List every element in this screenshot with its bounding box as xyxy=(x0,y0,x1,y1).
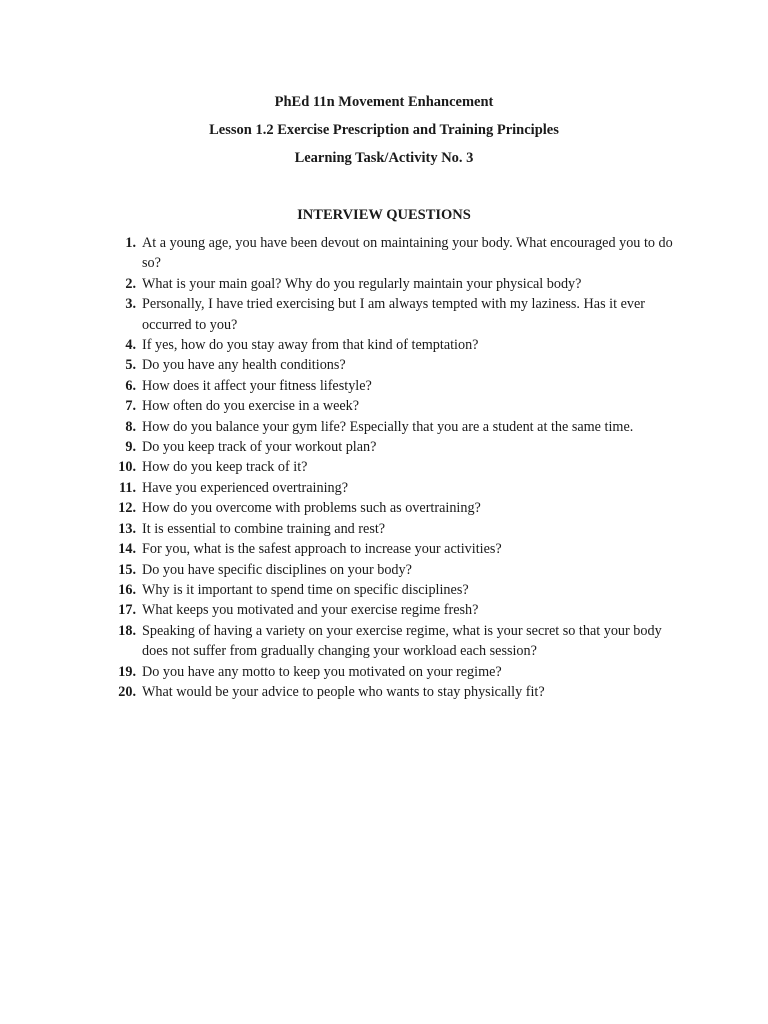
task-title: Learning Task/Activity No. 3 xyxy=(294,150,474,166)
question-text: Why is it important to spend time on specific disciplines? xyxy=(142,581,469,598)
question-text: How do you balance your gym life? Especially that you are a student at the same time. xyxy=(142,418,634,435)
question-number: 7. xyxy=(125,398,136,415)
question-number: 8. xyxy=(125,418,136,435)
list-item xyxy=(106,396,686,416)
question-number: 2. xyxy=(125,275,136,292)
question-text: How do you overcome with problems such as overtraining? xyxy=(142,500,481,517)
question-text: Personally, I have tried exercising but I am always tempted with my laziness. Has it ever occurred to you? xyxy=(142,296,645,333)
question-number: 6. xyxy=(125,377,136,394)
question-number: 5. xyxy=(125,357,136,374)
question-text: What keeps you motivated and your exercise regime fresh? xyxy=(142,602,479,619)
list-item xyxy=(106,355,686,375)
question-text: Do you have specific disciplines on your body? xyxy=(142,561,412,578)
question-number: 11. xyxy=(119,479,136,496)
question-text: At a young age, you have been devout on maintaining your body. What encouraged you to do so? xyxy=(142,235,673,272)
list-item xyxy=(106,274,686,294)
question-text: For you, what is the safest approach to increase your activities? xyxy=(142,541,502,558)
list-item xyxy=(106,662,686,682)
question-text: What would be your advice to people who wants to stay physically fit? xyxy=(142,683,545,700)
question-text: Speaking of having a variety on your exercise regime, what is your secret so that your body does not suffer from gradually changing your workload each session? xyxy=(142,622,662,660)
list-item xyxy=(106,621,686,662)
list-item xyxy=(106,498,686,518)
list-item xyxy=(106,560,686,580)
question-number: 4. xyxy=(125,337,136,354)
lesson-title: Lesson 1.2 Exercise Prescription and Training Principles xyxy=(209,122,559,138)
question-text: It is essential to combine training and rest? xyxy=(142,520,386,537)
question-number: 3. xyxy=(125,296,136,313)
question-text: Do you keep track of your workout plan? xyxy=(142,439,377,456)
list-item xyxy=(106,335,686,355)
question-number: 19. xyxy=(118,663,136,680)
question-number: 12. xyxy=(118,500,136,517)
list-item xyxy=(106,519,686,539)
question-text: Have you experienced overtraining? xyxy=(142,479,349,496)
question-number: 9. xyxy=(125,439,136,456)
question-number: 16. xyxy=(118,581,136,598)
question-number: 20. xyxy=(118,683,136,700)
question-number: 14. xyxy=(118,541,136,558)
question-number: 1. xyxy=(125,235,136,251)
question-text: How often do you exercise in a week? xyxy=(142,398,360,415)
question-number: 10. xyxy=(118,459,136,476)
question-text: Do you have any motto to keep you motivated on your regime? xyxy=(142,663,502,680)
list-item xyxy=(106,437,686,457)
course-title: PhEd 11n Movement Enhancement xyxy=(274,94,494,110)
question-text: How do you keep track of it? xyxy=(142,459,308,476)
question-number: 13. xyxy=(118,520,136,537)
list-item xyxy=(106,417,686,437)
question-text: What is your main goal? Why do you regularly maintain your physical body? xyxy=(142,275,582,292)
list-item xyxy=(106,457,686,477)
list-item xyxy=(106,682,686,702)
section-title: INTERVIEW QUESTIONS xyxy=(297,207,471,223)
list-item xyxy=(106,376,686,396)
list-item xyxy=(106,580,686,600)
question-list xyxy=(106,233,686,702)
list-item xyxy=(106,600,686,620)
list-item xyxy=(106,233,686,274)
question-text: How does it affect your fitness lifestyle? xyxy=(142,377,372,394)
question-text: Do you have any health conditions? xyxy=(142,357,346,374)
list-item xyxy=(106,478,686,498)
question-text: If yes, how do you stay away from that kind of temptation? xyxy=(142,337,479,354)
question-number: 18. xyxy=(118,622,136,639)
list-item xyxy=(106,539,686,559)
question-number: 15. xyxy=(118,561,136,578)
question-number: 17. xyxy=(118,602,136,619)
list-item xyxy=(106,294,686,335)
